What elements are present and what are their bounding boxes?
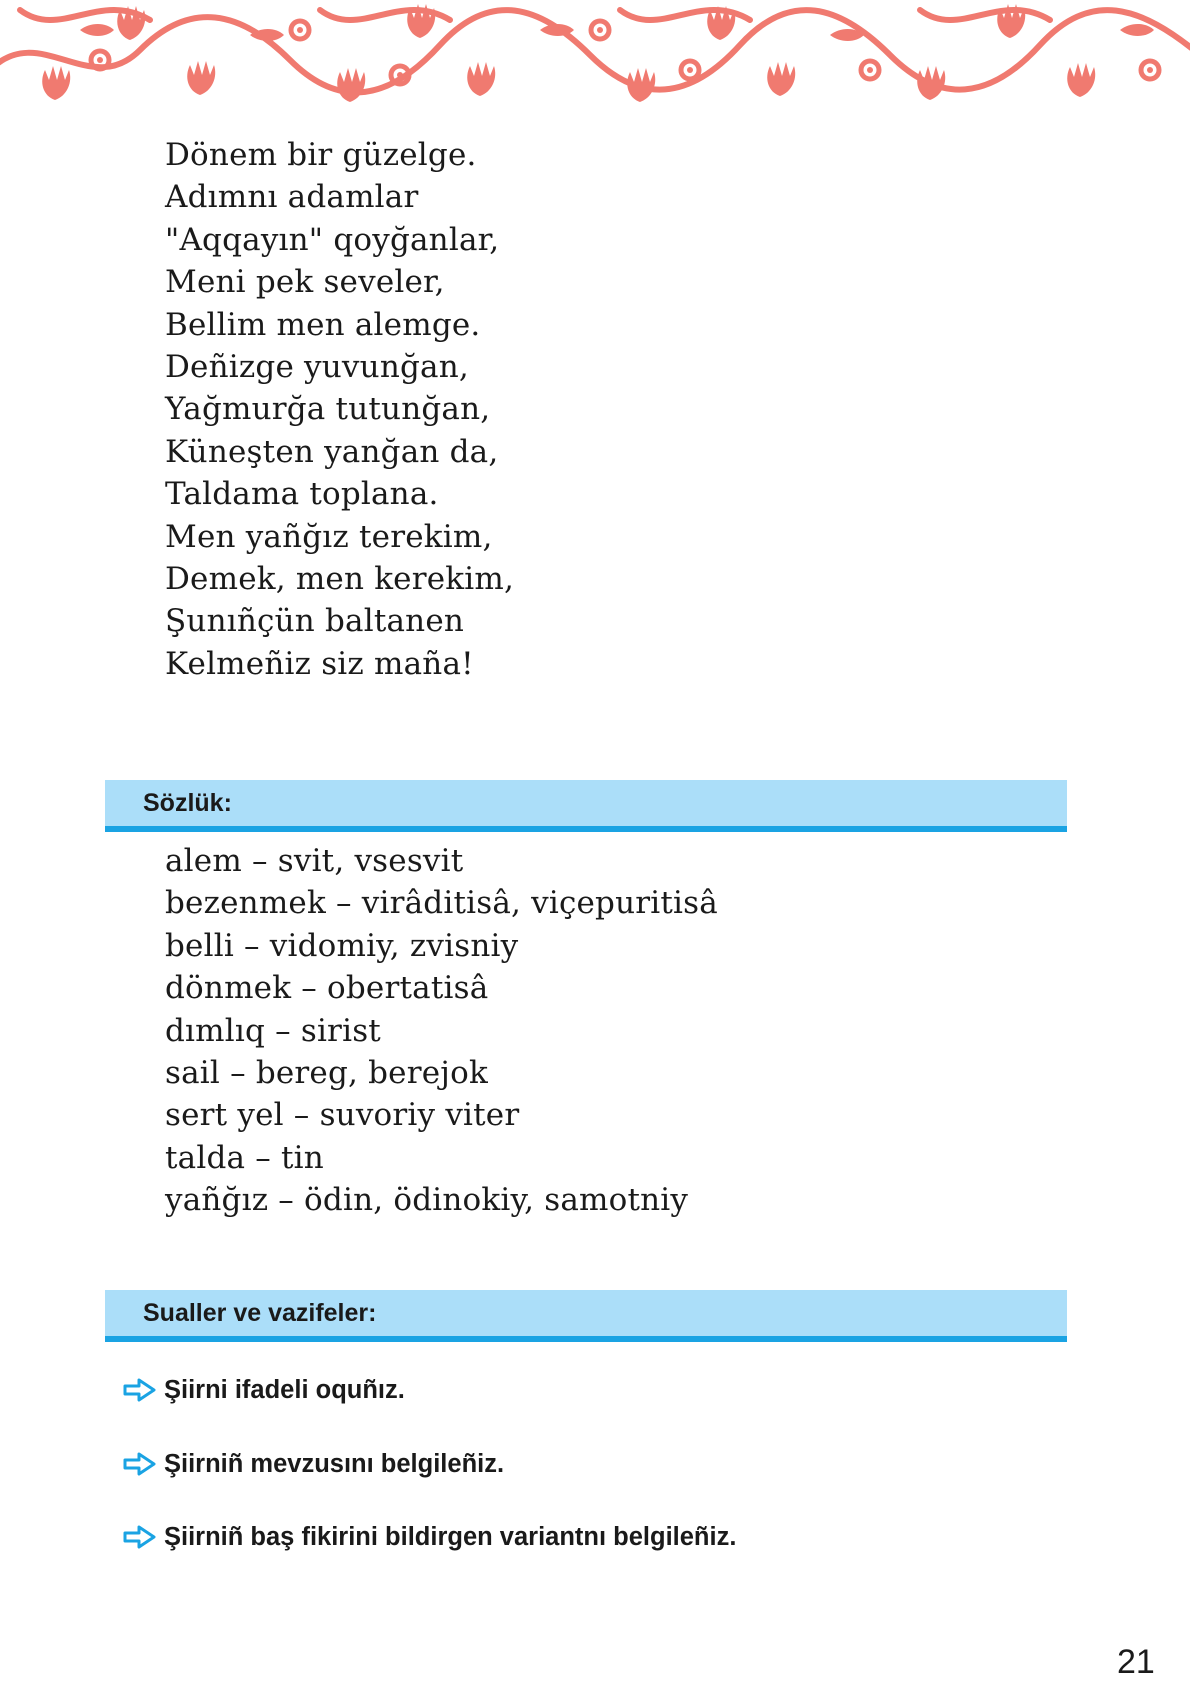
glossary-heading: Sözlük: (143, 789, 232, 817)
tasks-heading: Sualler ve vazifeler: (143, 1299, 377, 1327)
poem-line: Meni pek seveler, (165, 264, 445, 301)
glossary-entry: dönmek – obertatisâ (165, 970, 489, 1007)
floral-ornament-banner (0, 0, 1190, 110)
glossary-header (105, 780, 1067, 832)
glossary-entry: talda – tin (165, 1139, 324, 1176)
page-number: 21 (1117, 1643, 1155, 1681)
glossary-entry: alem – svit, vsesvit (165, 843, 464, 879)
poem-line: Dönem bir güzelge. (165, 137, 477, 173)
poem-line: "Aqqayın" qoyğanlar, (165, 221, 500, 258)
poem-line: Taldama toplana. (165, 476, 439, 513)
glossary-entry: bezenmek – virâditisâ, viçepuritisâ (165, 885, 718, 922)
poem-line: Men yañğız terekim, (165, 518, 493, 555)
tasks-header (105, 1290, 1067, 1342)
poem-line: Deñizge yuvunğan, (165, 349, 469, 386)
arrow-right-outline-icon (122, 1375, 158, 1405)
poem-line: Bellim men alemge. (165, 306, 481, 343)
task-text: Şiirniñ mevzusını belgileñiz. (164, 1449, 505, 1478)
glossary-entry: sail – bereg, berejok (165, 1055, 488, 1092)
arrow-right-outline-icon (122, 1522, 158, 1552)
poem-line: Demek, men kerekim, (165, 561, 515, 598)
task-text: Şiirni ifadeli oquñız. (164, 1376, 405, 1404)
tasks-list (122, 1373, 736, 1594)
task-item (122, 1447, 736, 1521)
glossary-entry: sert yel – suvoriy viter (165, 1097, 520, 1134)
glossary-list (165, 840, 718, 1222)
task-item (122, 1373, 736, 1447)
poem-line: Yağmurğa tutunğan, (165, 391, 491, 428)
glossary-entry: dımlıq – sirist (165, 1012, 381, 1049)
poem-line: Kelmeñiz siz maña! (165, 645, 474, 682)
poem-line: Adımnı adamlar (165, 179, 419, 216)
task-text: Şiirniñ baş fikirini bildirgen variantnı belgileñiz. (164, 1523, 737, 1551)
arrow-right-outline-icon (122, 1449, 158, 1479)
poem-line: Küneşten yanğan da, (165, 433, 499, 470)
poem-line: Şunıñçün baltanen (165, 603, 465, 640)
glossary-entry: belli – vidomiy, zvisniy (165, 927, 519, 964)
task-item (122, 1520, 736, 1594)
poem (165, 134, 514, 685)
glossary-entry: yañğız – ödin, ödinokiy, samotniy (165, 1182, 689, 1219)
